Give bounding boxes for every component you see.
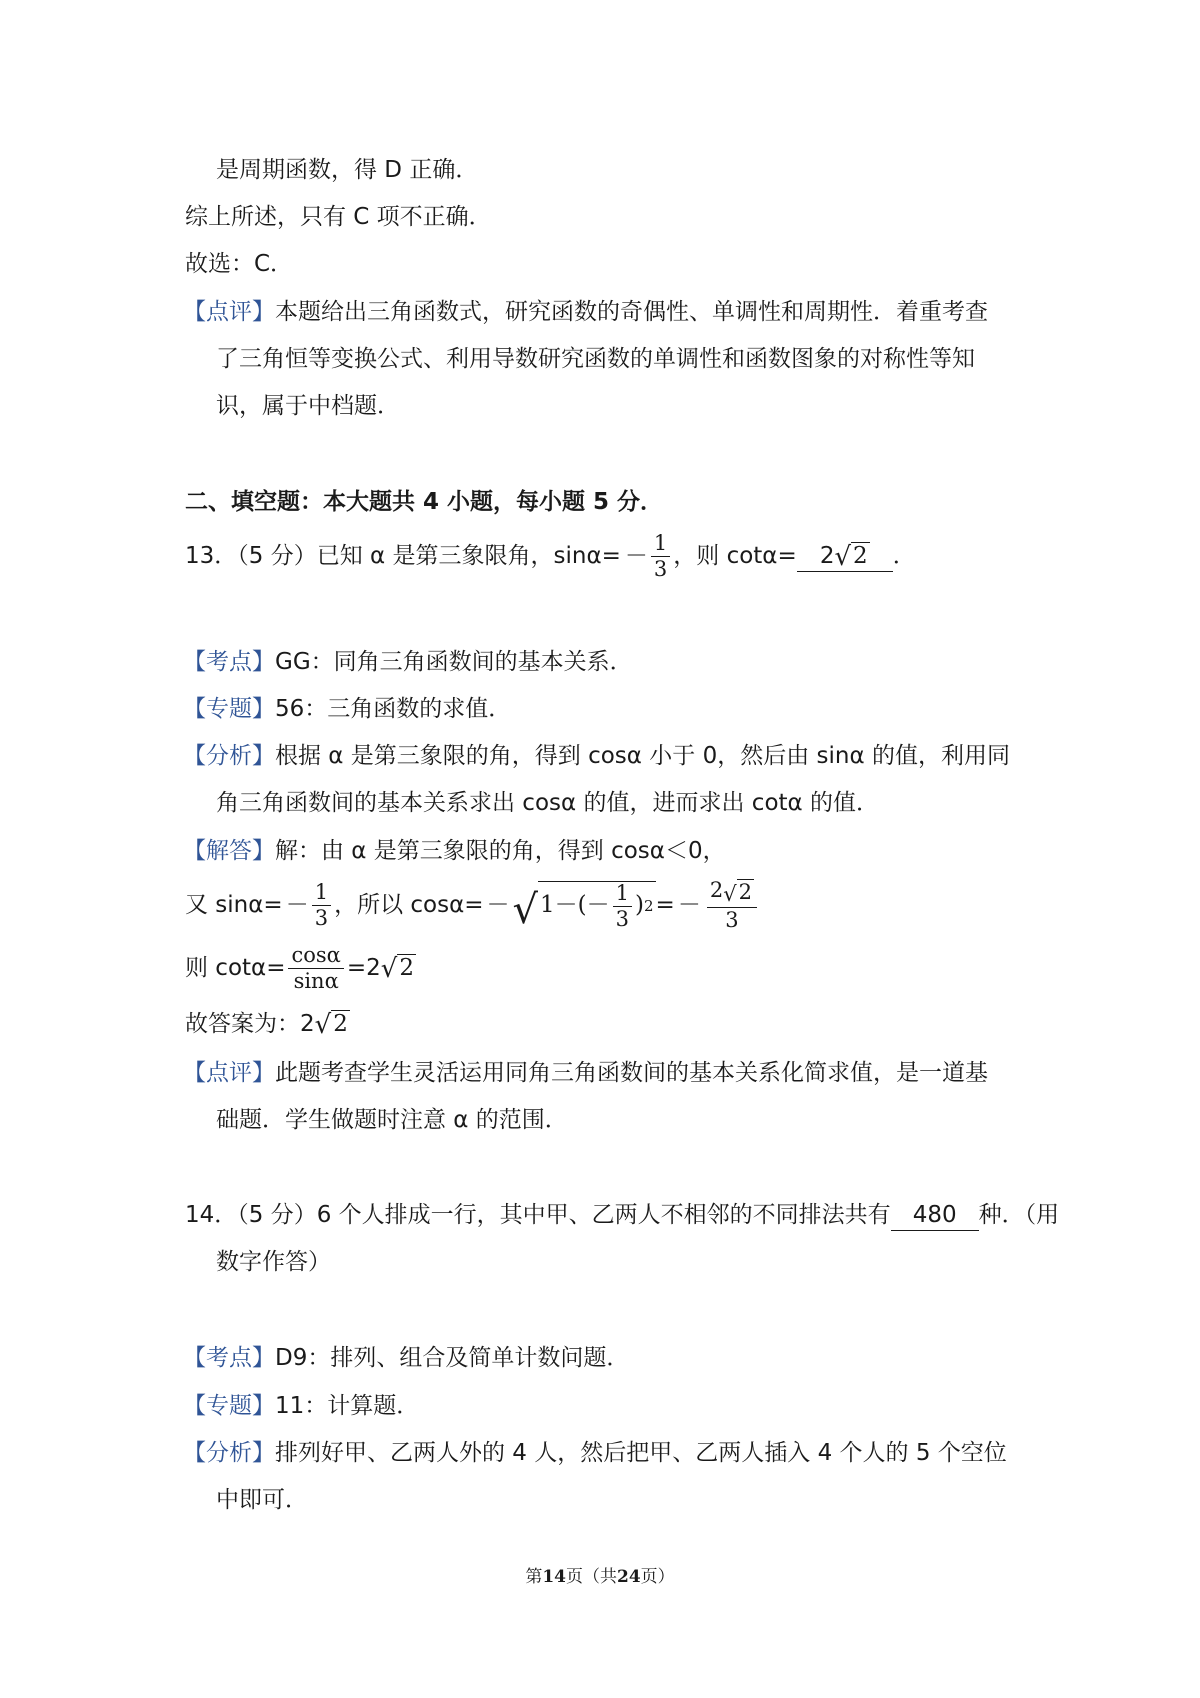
minus-sign: － xyxy=(624,543,648,569)
review-tag: 【点评】 xyxy=(183,299,275,325)
step-text: 又 sinα= xyxy=(185,892,283,918)
question-end: ． xyxy=(892,543,916,569)
radicand: 2 xyxy=(333,1011,348,1038)
jieda-tag: 【解答】 xyxy=(183,838,275,864)
question-text: 种．（用 xyxy=(978,1202,1060,1228)
kaodian-line xyxy=(183,1342,629,1374)
text-line: 了三角恒等变换公式、利用导数研究函数的单调性和函数图象的对称性等知 xyxy=(216,346,975,372)
solution-step-cos xyxy=(185,875,760,935)
fenxi-tag: 【分析】 xyxy=(183,1440,275,1466)
solution-step-cot xyxy=(185,940,416,996)
answer-blank xyxy=(797,541,893,572)
sqrt xyxy=(380,953,416,984)
minus-sign: － xyxy=(486,892,510,918)
text-line: 故选：C． xyxy=(185,251,294,277)
answer-line xyxy=(185,1008,350,1040)
fenxi-line xyxy=(183,740,1010,772)
zhuanti-tag: 【专题】 xyxy=(183,1393,275,1419)
zhuanti-text: 11：计算题． xyxy=(275,1393,420,1419)
equals-sign: = xyxy=(655,892,675,918)
answer-text: 故答案为：2 xyxy=(185,1011,315,1037)
minus-sign: － xyxy=(677,892,701,918)
fraction xyxy=(651,530,670,581)
dianping-tag: 【点评】 xyxy=(183,1060,275,1086)
fraction-numerator: 1 xyxy=(312,882,331,906)
radical-icon: √ xyxy=(314,1009,332,1040)
page-footer xyxy=(0,1562,1200,1587)
minus-sign: － xyxy=(285,892,309,918)
fraction-numerator: 2 √ 2 xyxy=(707,879,757,907)
fraction-numerator: 1 xyxy=(613,883,632,907)
kaodian-text: GG：同角三角函数间的基本关系． xyxy=(275,649,633,675)
text-line: 综上所述，只有 C 项不正确． xyxy=(185,204,492,230)
fraction-denominator: 3 xyxy=(653,556,668,581)
zhuanti-tag: 【专题】 xyxy=(183,696,275,722)
radical-icon: √ xyxy=(512,886,539,933)
fraction xyxy=(312,879,331,930)
exponent: 2 xyxy=(644,896,654,915)
fraction xyxy=(613,880,632,931)
jieda-line xyxy=(183,835,726,867)
kaodian-tag: 【考点】 xyxy=(183,1345,275,1371)
question-text: 13．（5 分）已知 α 是第三象限角，sinα= xyxy=(185,543,621,569)
review-text: 本题给出三角函数式，研究函数的奇偶性、单调性和周期性．着重考查 xyxy=(275,299,988,325)
step-text: =2 xyxy=(346,955,381,981)
radical-icon: √ xyxy=(380,953,398,984)
zhuanti-text: 56：三角函数的求值． xyxy=(275,696,512,722)
footer-text: 页（共 xyxy=(566,1567,617,1587)
text-line: 础题．学生做题时注意 α 的范围． xyxy=(216,1107,568,1133)
fraction-denominator: 3 xyxy=(314,905,329,930)
radicand: 2 xyxy=(738,880,752,905)
radical-icon: √ xyxy=(723,881,737,906)
text-line: 中即可． xyxy=(216,1487,308,1513)
question-13 xyxy=(185,530,916,582)
kaodian-line xyxy=(183,646,633,678)
page-number: 14 xyxy=(542,1567,566,1587)
fraction-numerator: cosα xyxy=(288,945,343,969)
radical-icon: √ xyxy=(834,541,852,572)
fenxi-text: 排列好甲、乙两人外的 4 人，然后把甲、乙两人插入 4 个人的 5 个空位 xyxy=(275,1440,1007,1466)
text-line: 识，属于中档题． xyxy=(216,393,400,419)
step-text: 则 cotα= xyxy=(185,955,286,981)
fenxi-tag: 【分析】 xyxy=(183,743,275,769)
question-text: 14．（5 分）6 个人排成一行，其中甲、乙两人不相邻的不同排法共有 xyxy=(185,1202,891,1228)
fraction-denominator: 3 xyxy=(615,906,630,931)
sqrt xyxy=(512,880,656,933)
dianping-text: 此题考查学生灵活运用同角三角函数间的基本关系化简求值，是一道基 xyxy=(275,1060,988,1086)
fenxi-line xyxy=(183,1437,1007,1469)
fraction xyxy=(707,879,757,930)
radicand-close: ) xyxy=(635,892,644,919)
footer-text: 页） xyxy=(640,1567,675,1587)
step-text: ，所以 cosα= xyxy=(334,892,484,918)
kaodian-text: D9：排列、组合及简单计数问题． xyxy=(275,1345,630,1371)
answer-blank: 480 xyxy=(891,1200,979,1231)
sqrt xyxy=(723,879,754,904)
text-line: 数字作答） xyxy=(216,1249,331,1275)
radicand: 2 xyxy=(853,543,868,570)
radicand: 2 xyxy=(399,955,414,982)
question-14 xyxy=(185,1199,1059,1231)
zhuanti-line xyxy=(183,1390,419,1422)
radicand xyxy=(538,881,656,930)
question-text: ，则 cotα= xyxy=(673,543,797,569)
fenxi-text: 根据 α 是第三象限的角，得到 cosα 小于 0，然后由 sinα 的值，利用同 xyxy=(275,743,1010,769)
section-heading: 二、填空题：本大题共 4 小题，每小题 5 分． xyxy=(185,489,664,515)
total-pages: 24 xyxy=(617,1567,641,1587)
fraction-numerator: 1 xyxy=(651,533,670,557)
sqrt xyxy=(314,1009,350,1040)
zhuanti-line xyxy=(183,693,511,725)
review-line xyxy=(183,296,988,328)
dianping-line xyxy=(183,1057,988,1089)
jieda-text: 解：由 α 是第三象限的角，得到 cosα＜0， xyxy=(275,838,726,864)
sqrt xyxy=(834,541,869,572)
text-line: 角三角函数间的基本关系求出 cosα 的值，进而求出 cotα 的值． xyxy=(216,790,880,816)
text-line: 是周期函数，得 D 正确． xyxy=(216,157,479,183)
fraction-denominator: 3 xyxy=(725,907,739,932)
kaodian-tag: 【考点】 xyxy=(183,649,275,675)
fraction-denominator: sinα xyxy=(293,968,339,993)
answer-coef: 2 xyxy=(819,542,835,569)
radicand-text: 1－(－ xyxy=(540,892,610,919)
fraction xyxy=(288,942,343,993)
footer-text: 第 xyxy=(525,1567,543,1587)
